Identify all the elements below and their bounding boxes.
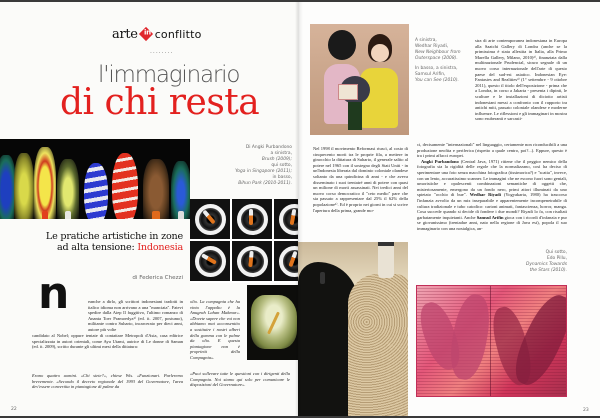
artist-name: Samsul Arifin <box>476 214 504 220</box>
kids-artwork-photo <box>310 24 409 135</box>
yoga-photo <box>190 241 230 281</box>
right-page <box>298 2 600 416</box>
left-page <box>0 2 298 416</box>
logo-divider-dots: ········ <box>150 50 174 57</box>
logo-diamond-icon: in <box>139 27 153 41</box>
subtitle-accent-country: Indonesia <box>137 242 183 253</box>
mannequin-photo <box>298 242 408 416</box>
yoga-photo <box>232 199 272 239</box>
body-text-col1-quote: Erano quattro uomini. «Chi siete?», chiese Wis. «Funzionari. Parleremo brevemente. «Secondo il decreto regionale del 1993 del Governatore, l'area dev'essere convertita in piantagione di palme da <box>32 373 183 390</box>
drop-cap: n <box>38 268 70 319</box>
article-subtitle: Le pratiche artistiche in zone ad alta tensione: Indonesia <box>45 231 183 253</box>
headline-line-1: l'immaginario <box>98 62 240 88</box>
artist-name: Wedhar Riyadi <box>469 192 501 198</box>
artist-name: Angki Purbandono <box>420 158 459 164</box>
yoga-photo <box>274 199 298 239</box>
photo-caption-bottom-right: Qui sotto, Edo Pillu, Dynamics Towards the Stars (2010). <box>525 250 567 273</box>
logo-part-conflitto: conflitto <box>154 27 202 41</box>
body-text-left-col: Nel 1998 il movimento Reformasi riuscì, al costo di cinquecento morti tra le proprie fila, a mettere in ginocchio la dittatura di Suharto, il generale salito al potere nel 1965 con il sostegno degli Stati Uniti - in un'Indonesia liberata dal dominio coloniale olandese soltanto da una quindicina di anni - e che aveva disseminato i suoi trentatré anni di potere con quasi un milione di morti assassinati. Nei tredici anni del nuovo corso democratico il "ceto medio" pare che sia passato a rappresentare dal 25% il 62% della popolazione¹⁾. Ed è proprio nei giorni in cui si scrive l'apertura della prima, grande mo- <box>313 146 408 213</box>
moss-artwork-photo <box>247 285 298 360</box>
photo-caption-left: Di Angki Purbandono a sinistra, Brush (2009); qui sotto, Yoga in Singapore (2011); in basso, Bihun Park (2010-2011). <box>235 145 292 186</box>
body-text-right-col: stra di arte contemporanea indonesiana in Europa alla Saatchi Gallery di Londra (anche se la primissima è stata allestita in Italia, alla Primo Marella Gallery, Milano, 2010)²⁾, finanziata dalla multinazionale Prudencial, sicuro segnale di un nuovo corso internazionale dell'arte di questo paese del sud-est asiatico. Indonesian Eye: Fantasies and Realities³⁾ (1° settembre - 9 ottobre 2011), questo il titolo dell'esposizione - prima che a Londra, in corso a Jakarta - presenta i dipinti, le sculture e le installazioni di diciotto artisti indonesiani messi a confronto con il rapporto tra antichi miti, passato coloniale olandese e moderne influenze. Le riflessioni e gli immaginari in mostra sono esuberanti e sarcasti- <box>475 38 567 122</box>
logo-part-arte: arte <box>112 26 138 42</box>
yoga-photo-grid <box>190 199 298 283</box>
yoga-photo <box>232 241 272 281</box>
pink-painting-photo <box>416 285 567 397</box>
brush-artwork-photo <box>0 139 190 219</box>
body-text-col1-top: eanche a dirlo, gli scrittori indonesiani tradotti in italico idioma non arrivano a una "manciata". Fatevi spedire dalla Aiep Il fuggitivo, l'ultimo romanzo di Ananta Toer Pramoedya¹⁾ (ed. it. 2007, postumo), militante contro Suharto, incarcerato per dieci anni, autore più volte <box>88 299 183 332</box>
yoga-photo <box>190 199 230 239</box>
yoga-photo <box>274 241 298 281</box>
page-number-right: 23 <box>583 408 589 413</box>
page-number-left: 22 <box>11 407 17 412</box>
headline-line-2: di chi resta <box>60 82 260 123</box>
body-text-col2-quote-end: «Puoi sollevare tutte le questioni con i dirigenti della Compagnia. Noi siamo qui solo per comunicare le disposizioni del Governatore». <box>190 371 290 388</box>
body-text-wide: ci, decisamente "internazionali" nel linguaggio, certamente non riconducibili a una produzione neofita e periferica (rispetto a quale centro, poi?...). Eppure, questo è tra i primi affacci europei. Angki Purbandono (Central Java, 1971) ritiene che il peggior nemico della fotografia sia la rigidità delle regole che la normalizzano, così ha deciso di sperimentare una foto senza macchina fotografica (tissimorica?) e "scatta", invece, con un lento, accuratissimo scanner. Le immagini che ne escono fuori sono geniali, umoristiche e opalescenti combinazioni semantiche di oggetti che, misteriosamente, emergono da un fondo nero, primi attori illuminati da uno spietato "occhio di bue". Wedhar Riyadi (Yogyakarta, 1980) ha trascorso l'infanzia avvolto da un mix inseparabile e apparentemente incompenetrabile di cultura tradizionale e tubo catodico: cartoni animati, fantascienza, horror, manga. Cosa succede quando si decide di fondere i due mondi? Riyadi lo fa, con risultati garbatamente inquietanti. Anche Samsul Arifin gioca con i ricordi d'infanzia e pur se giovanissimo (trentadue anni, nato nella regione di Java est), popola il suo immaginario con una nostalgica, an- <box>417 142 568 231</box>
body-text-col2-quote: olio. La compagnia che ha vinto l'appalto è la Anugrah Lahan Makmur». «Dovete sapere che voi non abbiamo mai acconsentito a sostituire i nostri alberi della gomma con le palme da olio. E questa piantagione non è proprietà della Compagnia». <box>190 299 240 360</box>
magazine-spread <box>0 2 600 416</box>
author-byline: di Federica Chezzi <box>132 275 183 281</box>
photo-caption-top-right: A sinistra, Wedhar Riyadi, New Neighbour from Outerspace (2008). In basso, a sinistra, Samsul Arifin, You can See (2010). <box>415 38 461 83</box>
section-logo <box>112 26 212 42</box>
body-text-col1-mid: candidato al Nobel; oppure tentate di contattare Metropoli d'Asia, casa editrice specializzata in autori orientali, come Ayu Utami, autrice di Le donne di Saman (ed. it. 2009), scritto durante gli ultimi mesi della dittatura: <box>32 333 183 350</box>
